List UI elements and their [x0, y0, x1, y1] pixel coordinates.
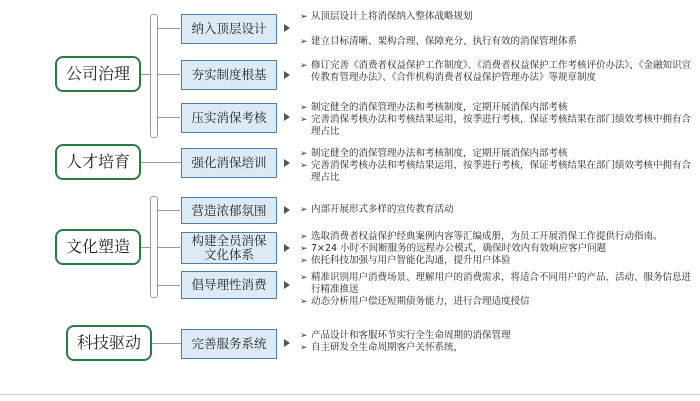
arrow-right-icon	[284, 244, 290, 252]
bracket-governance	[150, 14, 158, 138]
bullet-item: ➢ 从顶层设计上将消保纳入整体战略规划	[300, 11, 695, 23]
category-corporate-governance	[55, 56, 141, 92]
bullet-item: ➢ 7×24 小时不间断服务的远程办公模式，确保时效内有效响应客户问题	[300, 243, 695, 255]
category-label: 公司治理	[65, 64, 130, 83]
subitem-label: 完善服务系统	[191, 336, 267, 351]
bullet-item: ➢ 动态分析用户偿还短期债务能力，进行合理适度授信	[300, 296, 695, 308]
bullet-item: ➢ 完善消保考核办法和考核结果运用，按季进行考核，保证考核结果在部门绩效考核中拥有合理占比	[300, 160, 695, 184]
arrow-right-icon	[284, 339, 290, 347]
connector-tech	[152, 343, 182, 344]
connector-talent	[141, 162, 181, 163]
branch	[158, 247, 180, 248]
category-talent-cultivation	[55, 144, 141, 180]
category-label: 文化塑造	[65, 237, 130, 256]
subitem-atmosphere	[181, 197, 277, 224]
subitem-label: 强化消保培训	[191, 155, 267, 170]
arrow-right-icon	[284, 206, 290, 214]
subitem-label: 文化体系	[203, 247, 254, 262]
bullet-item: ➢ 依托科技加强与用户智能化沟通，提升用户体验	[300, 255, 695, 267]
category-tech-driven	[66, 325, 152, 361]
bullet-item: ➢ 修订完善《消费者权益保护工作制度》、《消费者权益保护工作考核评价办法》、《金融知识宣传教育管理办法》、《合作机构消费者权益保护管理办法》等规章制度	[300, 60, 695, 84]
branch	[158, 285, 180, 286]
category-culture-building	[55, 229, 141, 265]
branch	[158, 74, 180, 75]
subitem-rational-consumption	[181, 271, 277, 299]
subitem-top-level-design	[181, 14, 277, 44]
arrow-right-icon	[284, 71, 290, 79]
connector-culture	[141, 247, 151, 248]
bullet-item: ➢ 制定健全的消保管理办法和考核制度，定期开展消保内部考核	[300, 102, 695, 114]
subitem-label: 夯实制度根基	[191, 67, 267, 82]
bullet-item: ➢ 产品设计和客服环节实行全生命周期的消保管理	[300, 330, 695, 342]
subitem-system-foundation	[181, 60, 277, 90]
bullet-item: ➢ 精准识别用户消费场景、理解用户的消费需求，将适合不同用户的产品、活动、服务信息进行精准推送	[300, 272, 695, 296]
arrow-right-icon	[284, 113, 290, 121]
branch	[158, 28, 180, 29]
arrow-right-icon	[284, 24, 290, 32]
bracket-culture	[150, 196, 158, 298]
category-label: 科技驱动	[76, 333, 141, 352]
subitem-service-system	[181, 329, 277, 359]
branch	[158, 210, 180, 211]
bullet-item: ➢ 内部开展形式多样的宣传教育活动	[300, 204, 695, 216]
subitem-culture-system	[181, 232, 277, 264]
bottom-divider	[0, 394, 700, 395]
bullet-item: ➢ 完善消保考核办法和考核结果运用，按季进行考核，保证考核结果在部门绩效考核中拥有合理占比	[300, 114, 695, 138]
subitem-label: 构建全员消保	[191, 233, 267, 248]
subitem-label: 压实消保考核	[191, 110, 267, 125]
subitem-label: 倡导理性消费	[191, 277, 267, 292]
bullet-item: ➢ 自主研发全生命周期客户关怀系统，	[300, 342, 695, 354]
bullet-item: ➢ 制定健全的消保管理办法和考核制度，定期开展消保内部考核	[300, 148, 695, 160]
arrow-right-icon	[284, 281, 290, 289]
arrow-right-icon	[284, 159, 290, 167]
subitem-training	[181, 148, 277, 178]
subitem-assessment	[181, 103, 277, 133]
subitem-label: 纳入顶层设计	[191, 21, 267, 36]
subitem-label: 营造浓郁氛围	[191, 202, 267, 218]
connector-governance	[141, 74, 151, 75]
bullet-item: ➢ 建立目标清晰、架构合理、保障充分、执行有效的消保管理体系	[300, 36, 695, 48]
branch	[158, 117, 180, 118]
bullet-item: ➢ 选取消费者权益保护经典案例内容等汇编成册，为员工开展消保工作提供行动指南。	[300, 231, 695, 243]
category-label: 人才培育	[65, 152, 130, 171]
